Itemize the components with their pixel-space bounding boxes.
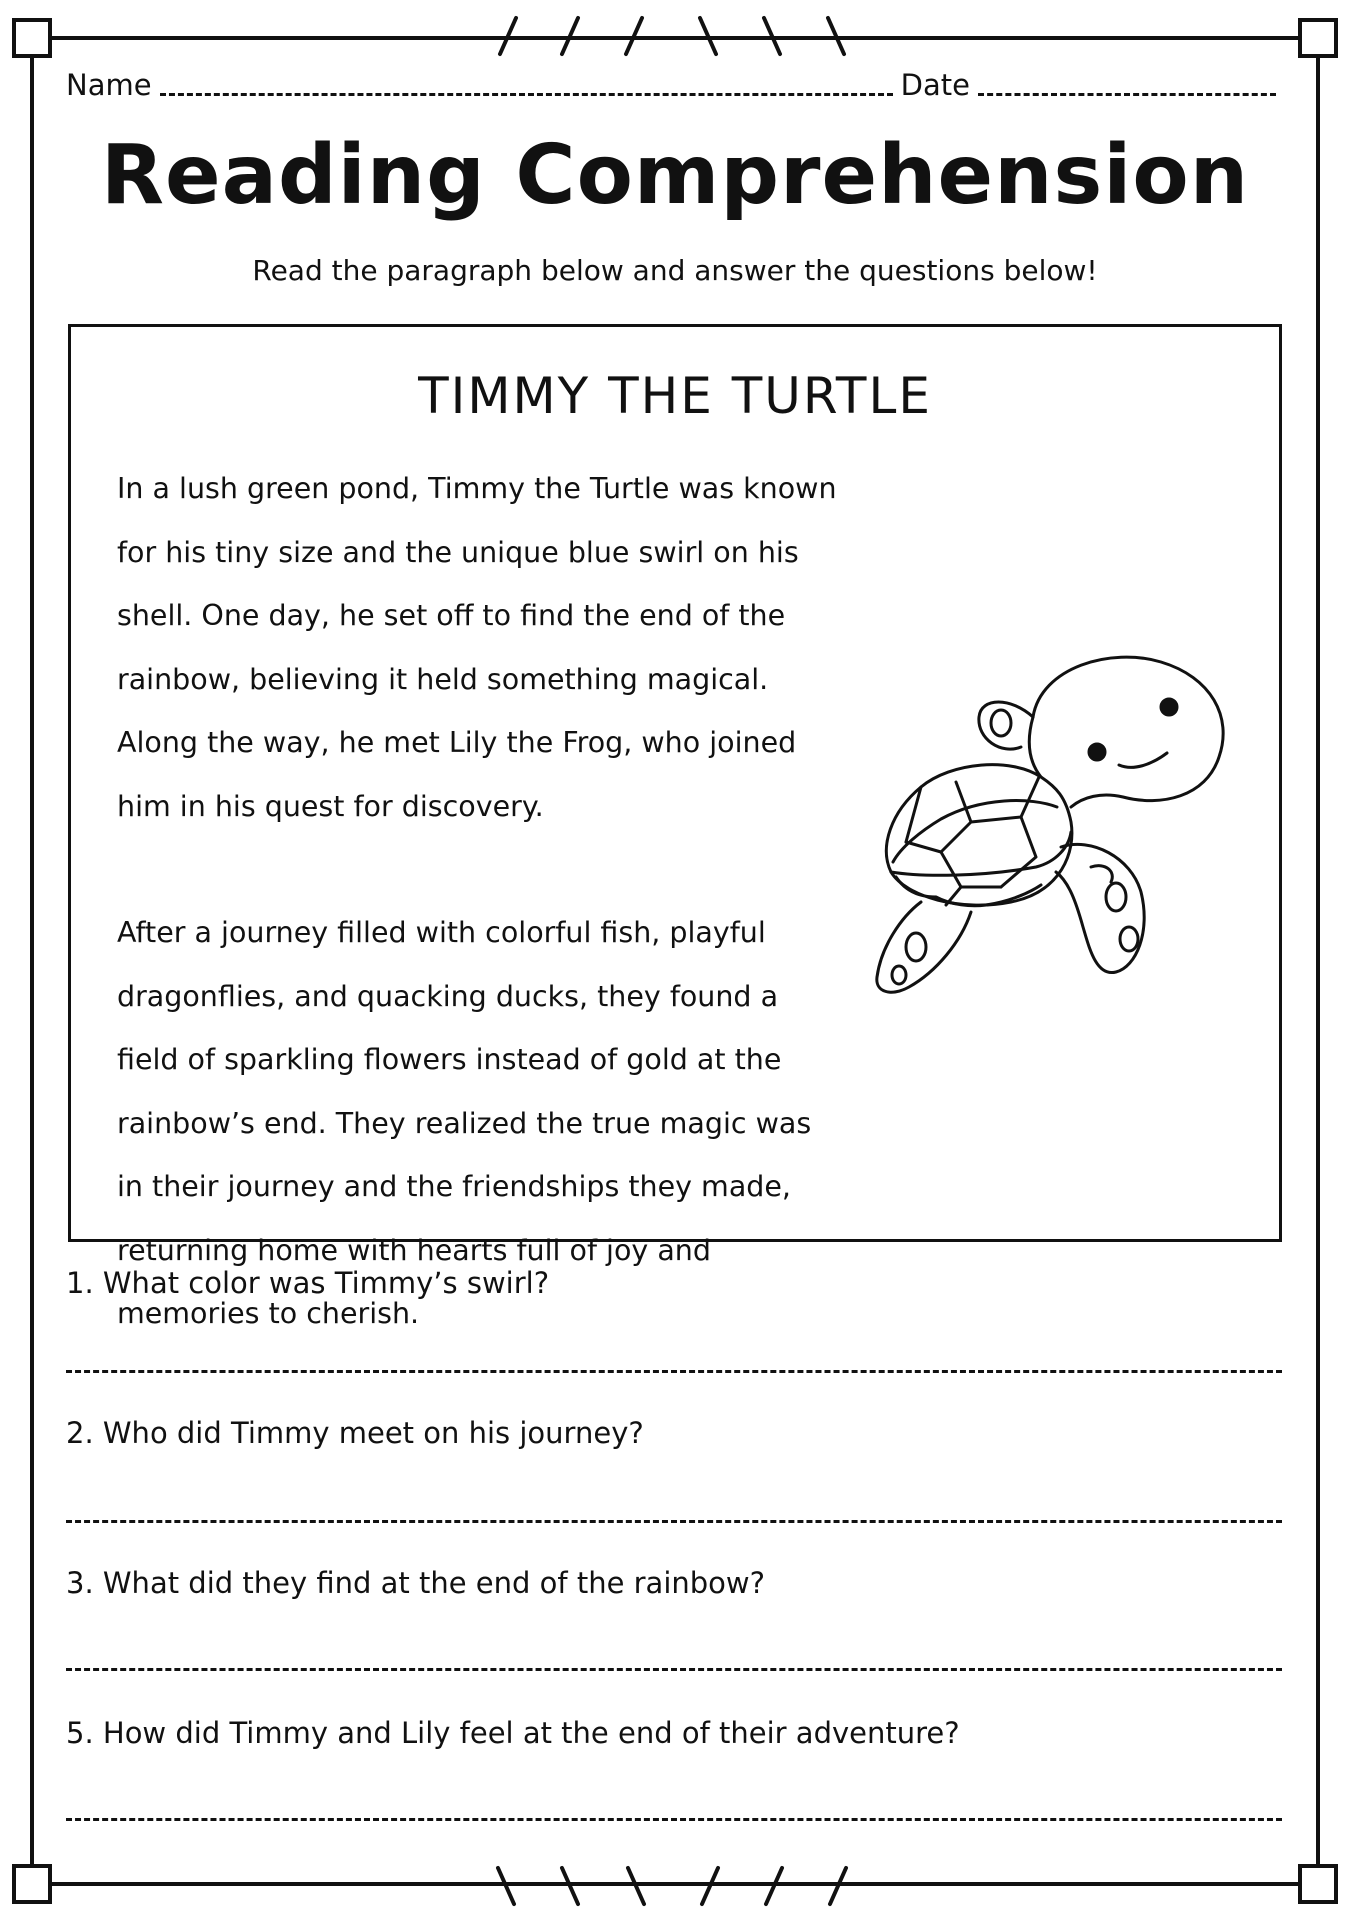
- name-field[interactable]: [160, 93, 893, 96]
- story-text: [117, 457, 837, 1346]
- corner-square-top-right: [1300, 20, 1336, 56]
- answer-line-1[interactable]: [66, 1370, 1282, 1373]
- story-paragraph-1: In a lush green pond, Timmy the Turtle was known for his tiny size and the unique blue swirl on his shell. One day, he set off to find the end of the rainbow, believing it held something magical. Along the way, he met Lily the Frog, who joined him in his quest for discovery.: [117, 472, 837, 823]
- name-date-row: [66, 62, 1284, 102]
- question-1: 1. What color was Timmy’s swirl?: [66, 1266, 550, 1300]
- question-5: 5. How did Timmy and Lily feel at the end of their adventure?: [66, 1716, 960, 1750]
- corner-square-bottom-left: [14, 1866, 50, 1902]
- turtle-illustration-icon: [861, 647, 1241, 1017]
- question-2: 2. Who did Timmy meet on his journey?: [66, 1416, 644, 1450]
- corner-square-bottom-right: [1300, 1866, 1336, 1902]
- name-label: Name: [66, 68, 152, 102]
- date-field[interactable]: [978, 93, 1276, 96]
- question-3: 3. What did they find at the end of the rainbow?: [66, 1566, 766, 1600]
- instructions: Read the paragraph below and answer the questions below!: [252, 254, 1098, 287]
- corner-square-top-left: [14, 20, 50, 56]
- answer-line-3[interactable]: [66, 1668, 1282, 1671]
- page-title: Reading Comprehension: [100, 128, 1250, 223]
- answer-line-2[interactable]: [66, 1520, 1282, 1523]
- story-title: TIMMY THE TURTLE: [418, 367, 932, 425]
- story-paragraph-2: After a journey filled with colorful fish, playful dragonflies, and quacking ducks, they found a field of sparkling flowers instead of gold at the rainbow’s end. They realized the true magic was in their journey and the friendships they made, returning home with hearts full of joy and memories to cherish.: [117, 916, 812, 1330]
- answer-line-5[interactable]: [66, 1818, 1282, 1821]
- date-label: Date: [900, 68, 970, 102]
